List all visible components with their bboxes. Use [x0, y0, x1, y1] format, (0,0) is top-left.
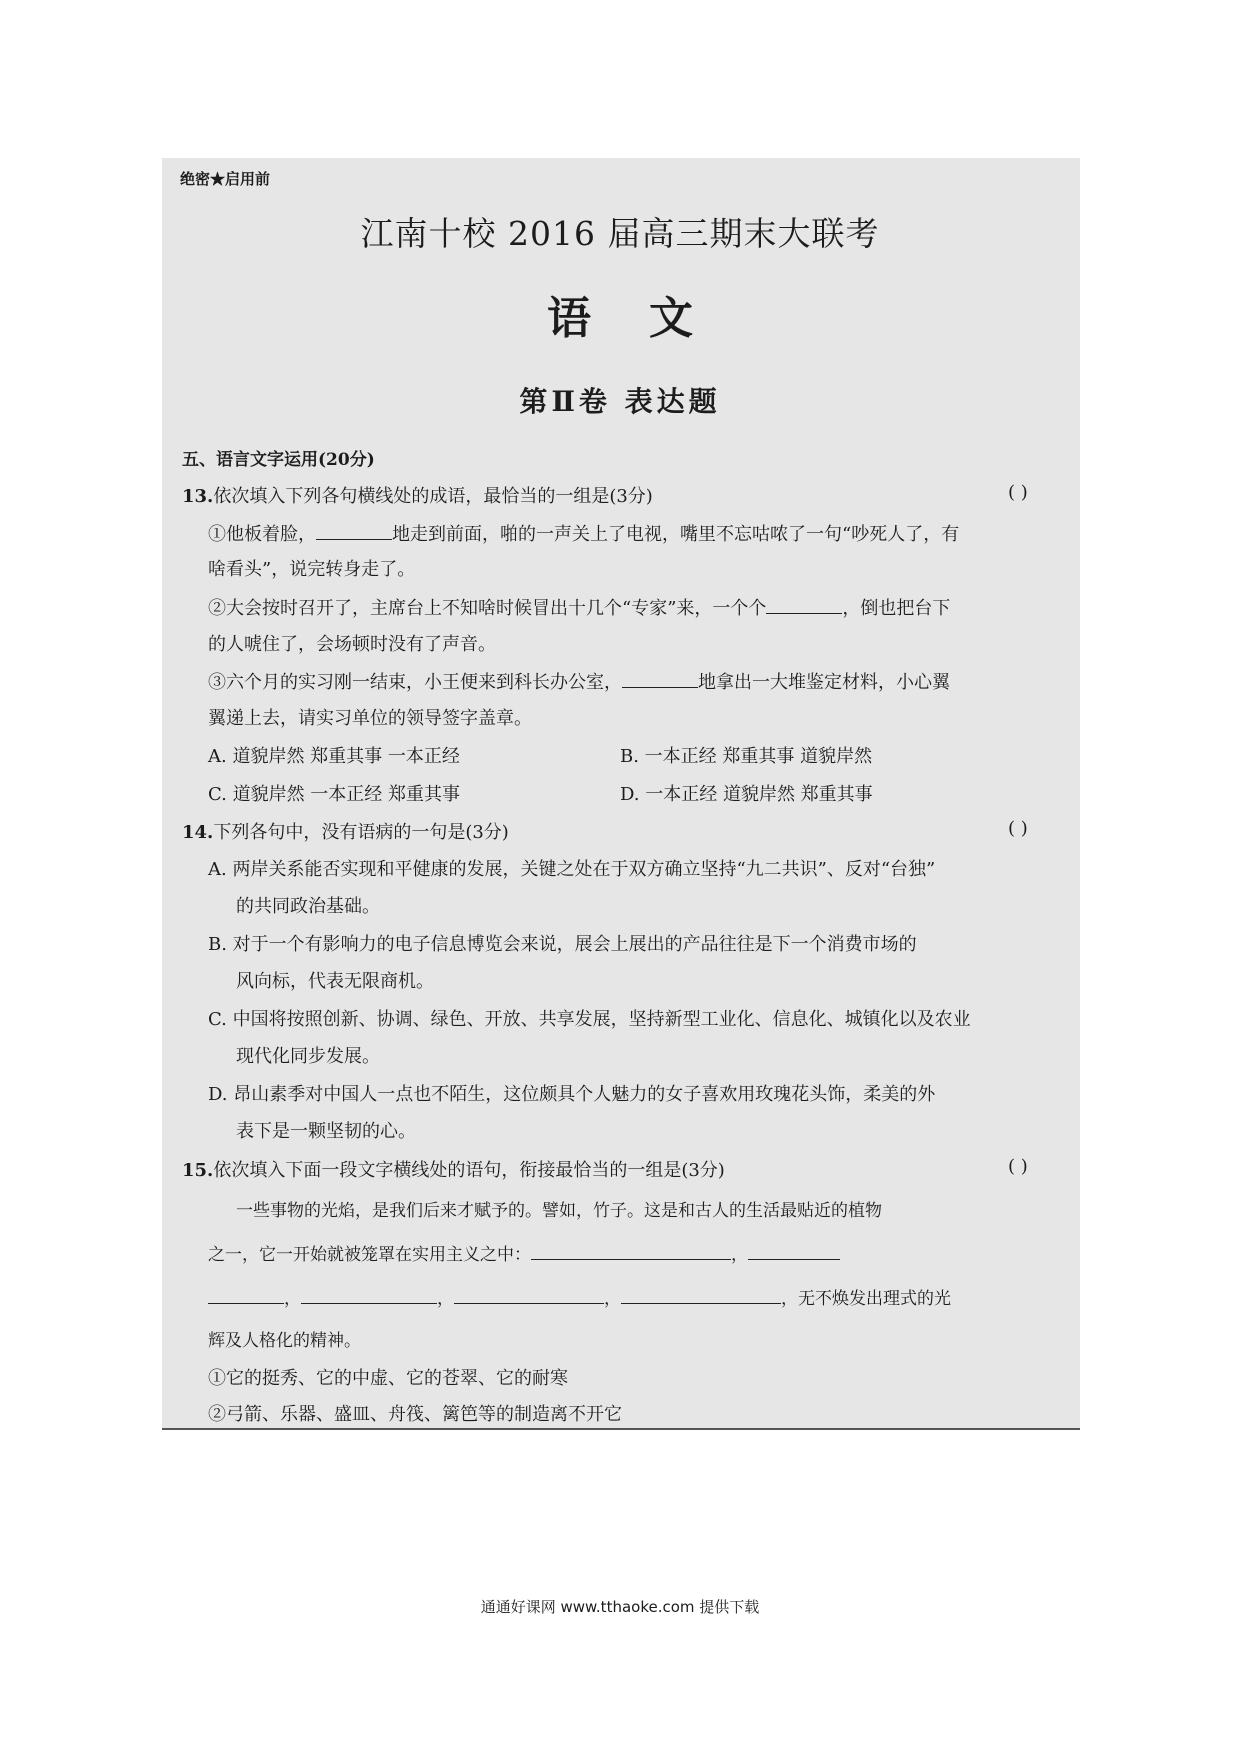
- q15-blank-1: [531, 1241, 731, 1260]
- footer-credit: 通通好课网 www.tthaoke.com 提供下载: [480, 1598, 760, 1616]
- q13-answer-paren: ( ): [1008, 482, 1028, 503]
- q13-option-b: B. 一本正经 郑重其事 道貌岸然: [620, 746, 873, 767]
- q14-option-d-cont: 表下是一颗坚韧的心。: [236, 1121, 416, 1142]
- q15-blank-4: [301, 1285, 437, 1304]
- q13-option-d: D. 一本正经 道貌岸然 郑重其事: [620, 784, 873, 805]
- q13-sentence2: [208, 594, 950, 620]
- secret-label: 绝密★启用前: [180, 170, 271, 188]
- q14-stem-text: 下列各句中，没有语病的一句是(3分): [213, 822, 509, 843]
- q13-option-c: C. 道貌岸然 一本正经 郑重其事: [208, 784, 461, 805]
- q15-stem-text: 依次填入下面一段文字横线处的语句，衔接最恰当的一组是(3分): [213, 1160, 725, 1181]
- q13-sentence1: [208, 520, 959, 546]
- q13-s3-pre: ③六个月的实习刚一结束，小王便来到科长办公室，: [208, 672, 622, 693]
- q14-number: 14.: [182, 822, 214, 843]
- part-title: 第Ⅱ卷 表达题: [519, 385, 721, 418]
- q13-s2-cont: 的人唬住了，会场顿时没有了声音。: [208, 634, 496, 655]
- q15-blank-6: [621, 1285, 781, 1304]
- q14-answer-paren: ( ): [1008, 818, 1028, 839]
- q14-option-c-cont: 现代化同步发展。: [236, 1046, 380, 1067]
- q15-number: 15.: [182, 1160, 214, 1181]
- q13-option-a: A. 道貌岸然 郑重其事 一本正经: [208, 746, 460, 767]
- q14-option-a-cont: 的共同政治基础。: [236, 896, 380, 917]
- q13-blank-2: [766, 595, 842, 614]
- q14-option-b: B. 对于一个有影响力的电子信息博览会来说，展会上展出的产品往往是下一个消费市场的: [208, 934, 917, 955]
- q13-stem-text: 依次填入下列各句横线处的成语，最恰当的一组是(3分): [213, 486, 653, 507]
- section-heading: 五、语言文字运用(20分): [182, 450, 375, 470]
- q14-option-b-cont: 风向标，代表无限商机。: [236, 971, 434, 992]
- q13-sentence3: [208, 668, 950, 694]
- q15-passage-line2: 之一，它一开始就被笼罩在实用主义之中： ，: [208, 1240, 840, 1265]
- q15-passage-line1: 一些事物的光焰，是我们后来才赋予的。譬如，竹子。这是和古人的生活最贴近的植物: [236, 1201, 882, 1221]
- q15-passage-line4: 辉及人格化的精神。: [208, 1331, 361, 1351]
- q15-blank-5: [454, 1285, 604, 1304]
- q14-option-a: A. 两岸关系能否实现和平健康的发展，关键之处在于双方确立坚持“九二共识”、反对“台独”: [208, 859, 936, 880]
- q15-blank-3: [208, 1285, 284, 1304]
- q13-s2-post: ，倒也把台下: [842, 598, 951, 619]
- q15-item-2: ②弓箭、乐器、盛皿、舟筏、篱笆等的制造离不开它: [208, 1404, 622, 1425]
- subject-title: 语文: [547, 293, 751, 344]
- q13-number: 13.: [182, 486, 214, 507]
- q15-blank-2: [748, 1241, 840, 1260]
- q13-s1-pre: ①他板着脸，: [208, 524, 316, 545]
- q15-passage-line3-tail: ，无不焕发出理式的光: [781, 1289, 951, 1309]
- q15-item-1: ①它的挺秀、它的中虚、它的苍翠、它的耐寒: [208, 1368, 568, 1389]
- q15-answer-paren: ( ): [1008, 1156, 1028, 1177]
- q14-option-d: D. 昂山素季对中国人一点也不陌生，这位颇具个人魅力的女子喜欢用玫瑰花头饰，柔美的外: [208, 1084, 936, 1105]
- q13-s2-pre: ②大会按时召开了，主席台上不知啥时候冒出十几个“专家”来，一个个: [208, 598, 767, 619]
- q13-s3-cont: 翼递上去，请实习单位的领导签字盖章。: [208, 708, 532, 729]
- q13-blank-1: [316, 521, 392, 540]
- q13-stem: [182, 482, 653, 508]
- exam-title: 江南十校 2016 届高三期末大联考: [360, 214, 880, 253]
- q15-passage-line2-text: 之一，它一开始就被笼罩在实用主义之中：: [208, 1245, 531, 1265]
- q13-s1-cont: 啥看头”，说完转身走了。: [208, 559, 416, 580]
- q14-stem: [182, 818, 509, 844]
- q13-blank-3: [622, 669, 698, 688]
- q15-passage-line3: ， ， ， ，无不焕发出理式的光: [208, 1284, 951, 1309]
- q14-option-c: C. 中国将按照创新、协调、绿色、开放、共享发展，坚持新型工业化、信息化、城镇化以及农业: [208, 1009, 971, 1030]
- q13-s1-post: 地走到前面，啪的一声关上了电视，嘴里不忘咕哝了一句“吵死人了，有: [392, 524, 960, 545]
- q15-stem: [182, 1156, 725, 1182]
- q13-s3-post: 地拿出一大堆鉴定材料，小心翼: [698, 672, 950, 693]
- page-bottom-edge: [162, 1428, 1080, 1430]
